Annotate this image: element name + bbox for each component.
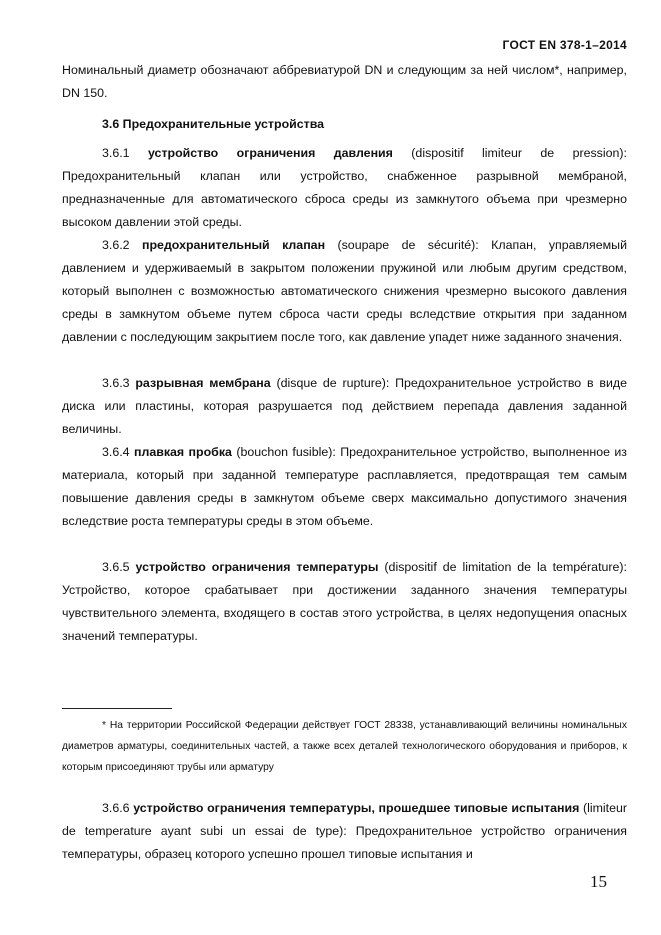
definition-text: (limiteur de temperature ayant subi un essai de type): Предохранительное устройство ограничения температуры, образец которого успешно прошел типовые испытания и [62, 801, 627, 861]
page-number: 15 [590, 872, 607, 891]
term: плавкая пробка [133, 445, 232, 459]
term: устройство ограничения давления [147, 146, 393, 160]
item-number: 3.6.2 [102, 238, 142, 252]
definition-text: (bouchon fusible): Предохранительное устройство, выполненное из материала, который при заданной температуре расплавляется, предотвращая тем самым повышение давления среды в замкнутом объеме сверх максимально допустимого значения вследствие роста температуры среды в этом объеме. [62, 445, 627, 528]
document-code-header: ГОСТ EN 378-1–2014 [502, 38, 627, 52]
footnote: * На территории Российской Федерации действует ГОСТ 28338, устанавливающий величины номинальных диаметров арматуры, соединительных частей, а также всех деталей технологического оборудования и приборов, к которым присоединяют трубы или арматуру [62, 720, 627, 773]
definition-text: (soupape de sécurité): Клапан, управляемый давлением и удерживаемый в закрытом положении пружиной или любым другим средством, который выполнен с возможностью автоматического снижения чрезмерно высокого давления среды в замкнутом объеме путем сброса части среды вследствие открытия при заданном давлении с последующим закрытием после того, как давление упадет ниже заданного значения. [62, 238, 627, 344]
item-number: 3.6.3 [102, 376, 136, 390]
item-number: 3.6.6 [102, 801, 134, 815]
term: устройство ограничения температуры [135, 560, 379, 574]
term: разрывная мембрана [135, 376, 271, 390]
item-number: 3.6.1 [102, 146, 148, 160]
definition-3-6-4 [62, 441, 627, 533]
definition-3-6-3 [62, 372, 627, 441]
definition-text: (disque de rupture): Предохранительное устройство в виде диска или пластины, которая разрушается под действием перепада давления заданной величины. [62, 376, 627, 436]
term: устройство ограничения температуры, прошедшее типовые испытания [133, 801, 580, 815]
definition-3-6-2 [62, 234, 627, 349]
footnote-separator [62, 708, 172, 709]
section-title: 3.6 Предохранительные устройства [102, 117, 325, 131]
paragraph-dn: Номинальный диаметр обозначают аббревиатурой DN и следующим за ней числом*, например, DN 150. [62, 63, 627, 100]
definition-text: (dispositif limiteur de pression): Предохранительный клапан или устройство, снабженное разрывной мембраной, предназначенные для автоматического сброса среды из замкнутого объема при чрезмерно высоком давлении этой среды. [62, 146, 627, 229]
item-number: 3.6.5 [102, 560, 136, 574]
definition-text: (dispositif de limitation de la température): Устройство, которое срабатывает при достижении заданного значения температуры чувствительного элемента, входящего в состав этого устройства, в целях недопущения опасных значений температуры. [62, 560, 627, 643]
term: предохранительный клапан [142, 238, 326, 252]
definition-3-6-5 [62, 556, 627, 648]
definition-3-6-1 [62, 142, 627, 234]
item-number: 3.6.4 [102, 445, 134, 459]
definition-3-6-6 [62, 797, 627, 866]
